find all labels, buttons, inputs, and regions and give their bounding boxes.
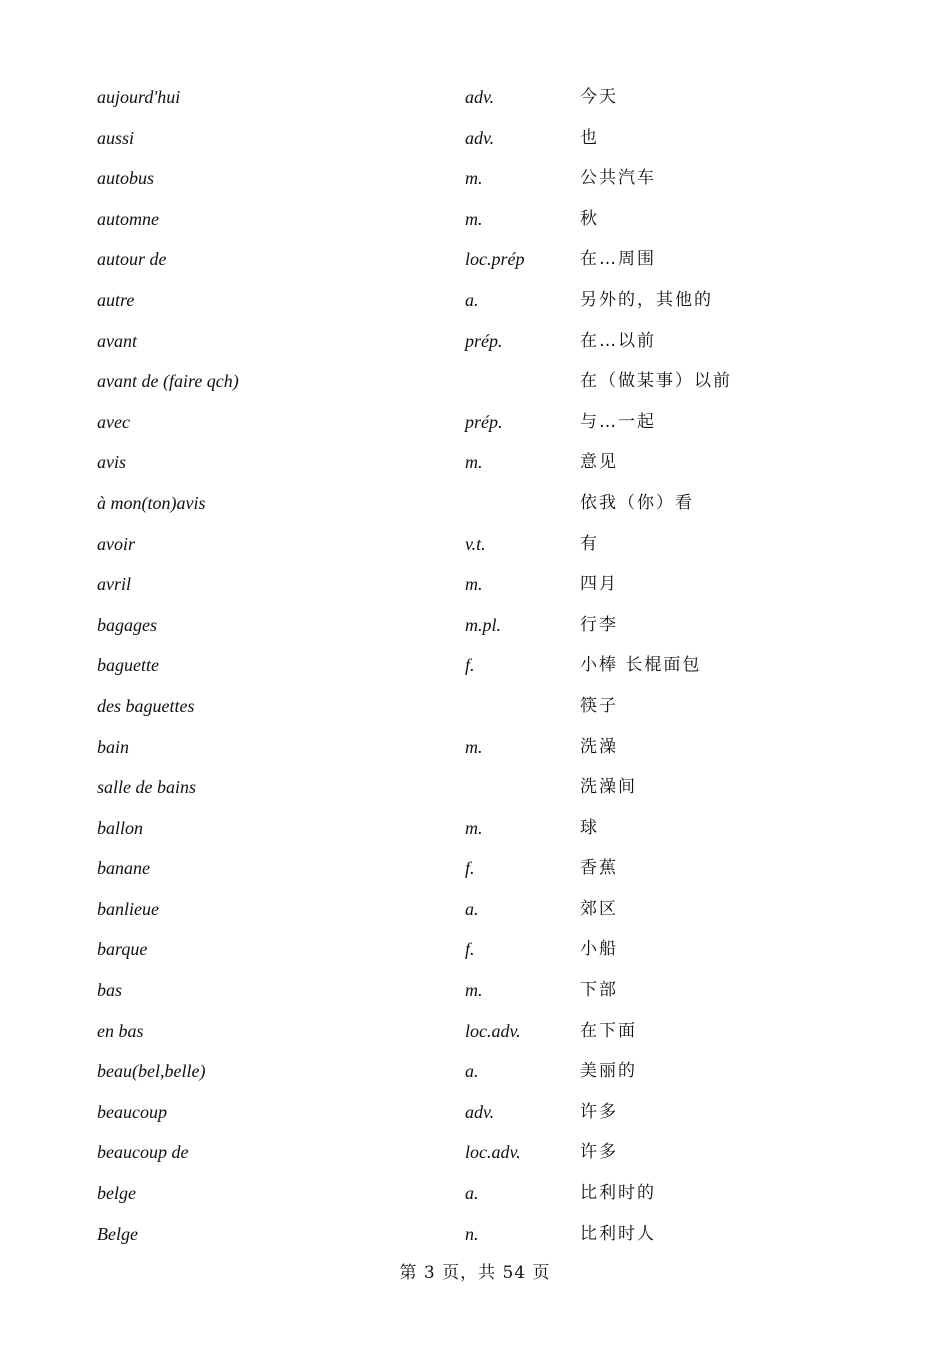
vocab-row xyxy=(0,483,950,524)
vocab-row xyxy=(0,524,950,565)
chinese-meaning: 今天 xyxy=(580,87,618,107)
part-of-speech: loc.adv. xyxy=(465,1142,521,1163)
chinese-meaning: 在…以前 xyxy=(580,330,656,351)
part-of-speech: m. xyxy=(465,817,483,838)
part-of-speech: m. xyxy=(465,980,483,1001)
vocab-row xyxy=(0,564,950,605)
french-word: autobus xyxy=(97,168,155,189)
vocab-row xyxy=(0,686,950,727)
chinese-meaning: 小棒 长棍面包 xyxy=(580,655,702,676)
french-word: autre xyxy=(97,289,135,310)
chinese-meaning: 郊区 xyxy=(580,898,618,919)
chinese-meaning: 意见 xyxy=(580,452,618,473)
vocab-row xyxy=(0,970,950,1011)
part-of-speech: v.t. xyxy=(465,533,486,554)
part-of-speech: loc.prép xyxy=(465,249,525,270)
vocab-row xyxy=(0,199,950,240)
chinese-meaning: 香蕉 xyxy=(580,858,618,879)
chinese-meaning: 在…周围 xyxy=(580,249,656,270)
french-word: Belge xyxy=(97,1223,138,1244)
chinese-meaning: 在下面 xyxy=(580,1020,637,1041)
part-of-speech: prép. xyxy=(465,411,503,432)
french-word: beau(bel,belle) xyxy=(97,1061,206,1082)
vocab-row xyxy=(0,848,950,889)
part-of-speech: adv. xyxy=(465,87,495,107)
part-of-speech: loc.adv. xyxy=(465,1020,521,1041)
chinese-meaning: 筷子 xyxy=(580,695,618,716)
chinese-meaning: 四月 xyxy=(580,574,618,595)
vocabulary-list xyxy=(0,77,950,1254)
french-word: belge xyxy=(97,1183,136,1204)
french-word: des baguettes xyxy=(97,695,195,716)
chinese-meaning: 比利时人 xyxy=(580,1223,656,1244)
vocab-row xyxy=(0,361,950,402)
french-word: beaucoup de xyxy=(97,1142,189,1163)
chinese-meaning: 比利时的 xyxy=(580,1183,656,1204)
vocab-row xyxy=(0,280,950,321)
vocab-row xyxy=(0,239,950,280)
french-word: avril xyxy=(97,574,131,595)
french-word: salle de bains xyxy=(97,777,196,798)
part-of-speech: prép. xyxy=(465,330,503,351)
vocab-row xyxy=(0,929,950,970)
part-of-speech: adv. xyxy=(465,1101,495,1122)
chinese-meaning: 依我（你）看 xyxy=(580,492,694,513)
part-of-speech: m.pl. xyxy=(465,614,501,635)
chinese-meaning: 秋 xyxy=(580,208,599,229)
part-of-speech: a. xyxy=(465,1183,479,1204)
chinese-meaning: 许多 xyxy=(580,1101,618,1122)
part-of-speech: m. xyxy=(465,168,483,189)
chinese-meaning: 另外的，其他的 xyxy=(580,289,713,310)
part-of-speech: m. xyxy=(465,736,483,757)
chinese-meaning: 小船 xyxy=(580,939,618,960)
french-word: bain xyxy=(97,736,130,757)
page-footer: 第 3 页，共 54 页 xyxy=(399,1263,551,1283)
vocab-row xyxy=(0,118,950,159)
vocab-row xyxy=(0,605,950,646)
chinese-meaning: 有 xyxy=(580,533,599,554)
part-of-speech: a. xyxy=(465,898,479,919)
french-word: avant de (faire qch) xyxy=(97,371,239,392)
vocab-row xyxy=(0,158,950,199)
french-word: avant xyxy=(97,330,137,351)
french-word: baguette xyxy=(97,655,159,676)
part-of-speech: n. xyxy=(465,1223,479,1244)
part-of-speech: m. xyxy=(465,452,483,473)
part-of-speech: a. xyxy=(465,289,479,310)
french-word: aussi xyxy=(97,127,135,148)
french-word: aujourd'hui xyxy=(97,87,181,107)
part-of-speech: m. xyxy=(465,574,483,595)
part-of-speech: m. xyxy=(465,208,483,229)
vocab-row xyxy=(0,77,950,118)
chinese-meaning: 在（做某事）以前 xyxy=(580,371,732,392)
chinese-meaning: 公共汽车 xyxy=(580,168,656,189)
french-word: avis xyxy=(97,452,126,473)
part-of-speech: f. xyxy=(465,655,475,676)
french-word: barque xyxy=(97,939,148,960)
vocab-row xyxy=(0,808,950,849)
chinese-meaning: 球 xyxy=(580,817,599,838)
french-word: avec xyxy=(97,411,130,432)
chinese-meaning: 与…一起 xyxy=(580,411,656,432)
vocab-row xyxy=(0,442,950,483)
chinese-meaning: 也 xyxy=(580,127,599,148)
vocab-row xyxy=(0,1092,950,1133)
part-of-speech: f. xyxy=(465,858,475,879)
french-word: beaucoup xyxy=(97,1101,167,1122)
chinese-meaning: 洗澡间 xyxy=(580,777,637,798)
vocab-row xyxy=(0,889,950,930)
chinese-meaning: 许多 xyxy=(580,1142,618,1163)
french-word: banane xyxy=(97,858,150,879)
vocab-row xyxy=(0,1011,950,1052)
french-word: bas xyxy=(97,980,123,1001)
chinese-meaning: 下部 xyxy=(580,980,618,1001)
vocab-row xyxy=(0,767,950,808)
chinese-meaning: 洗澡 xyxy=(580,736,618,757)
vocab-row xyxy=(0,1214,950,1255)
part-of-speech: a. xyxy=(465,1061,479,1082)
part-of-speech: adv. xyxy=(465,127,495,148)
french-word: en bas xyxy=(97,1020,144,1041)
chinese-meaning: 美丽的 xyxy=(580,1061,637,1082)
part-of-speech: f. xyxy=(465,939,475,960)
vocab-row xyxy=(0,402,950,443)
french-word: à mon(ton)avis xyxy=(97,492,206,513)
vocab-row xyxy=(0,727,950,768)
french-word: avoir xyxy=(97,533,135,554)
vocab-row xyxy=(0,1173,950,1214)
chinese-meaning: 行李 xyxy=(580,614,618,635)
french-word: autour de xyxy=(97,249,167,270)
vocab-row xyxy=(0,1132,950,1173)
vocab-row xyxy=(0,645,950,686)
french-word: ballon xyxy=(97,817,144,838)
vocab-row xyxy=(0,321,950,362)
french-word: banlieue xyxy=(97,898,159,919)
french-word: automne xyxy=(97,208,159,229)
french-word: bagages xyxy=(97,614,157,635)
vocab-row xyxy=(0,1051,950,1092)
